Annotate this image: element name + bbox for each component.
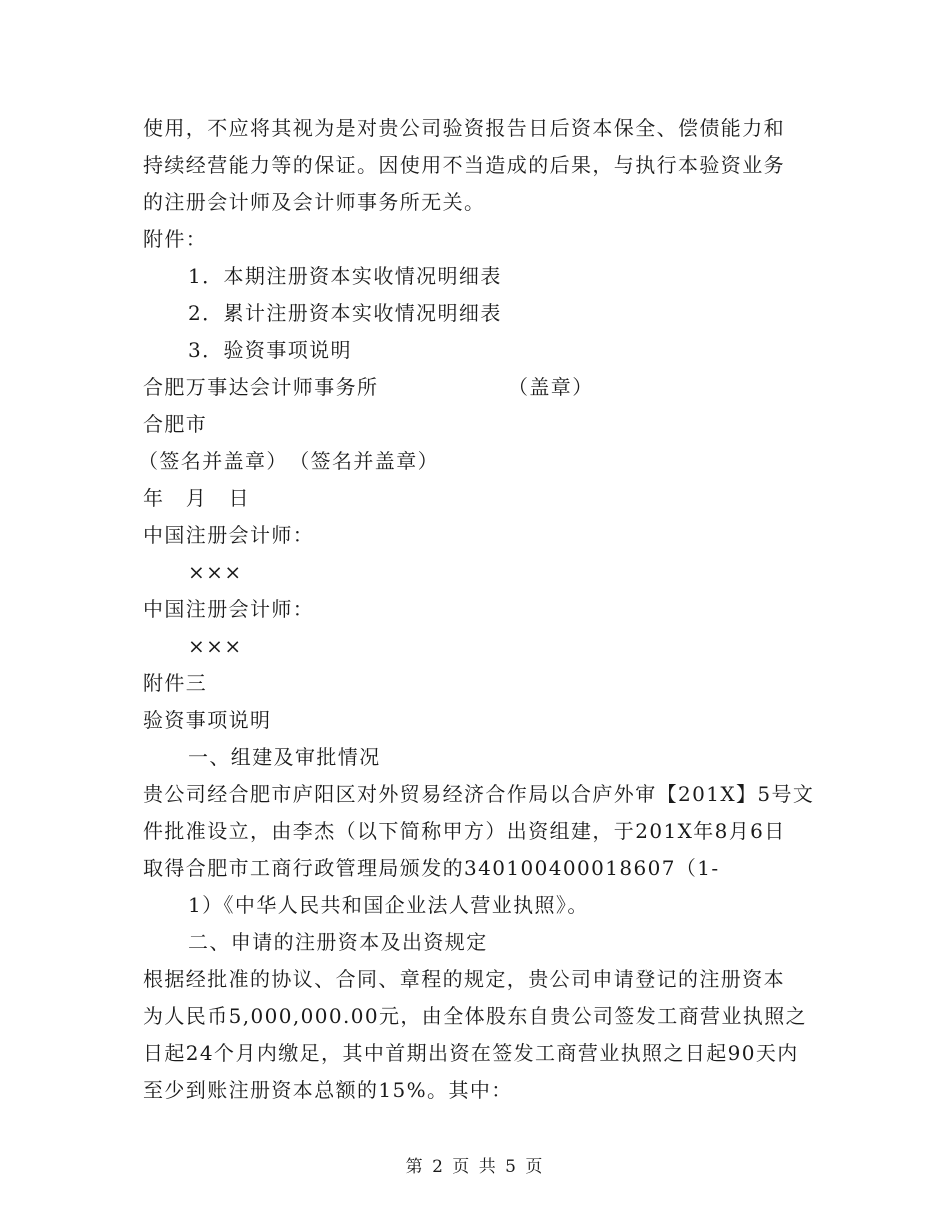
attachment-item-3: 3．验资事项说明 xyxy=(188,338,352,362)
appendix-three-title: 附件三 xyxy=(143,671,208,695)
cpa-name-1: ××× xyxy=(188,560,243,584)
cpa-name-2: ××× xyxy=(188,634,243,658)
date-line: 年 月 日 xyxy=(143,486,250,510)
attachment-item-1: 1．本期注册资本实收情况明细表 xyxy=(188,264,502,288)
page-footer: 第 2 页 共 5 页 xyxy=(405,1157,545,1177)
text-line-26: 为人民币5,000,000.00元，由全体股东自贵公司签发工商营业执照之 xyxy=(143,1004,807,1028)
signature-notes: （签名并盖章） （签名并盖章） xyxy=(138,449,439,473)
text-line-3: 的注册会计师及会计师事务所无关。 xyxy=(143,190,486,214)
text-line-2: 持续经营能力等的保证。因使用不当造成的后果，与执行本验资业务 xyxy=(143,153,785,177)
text-line-28: 至少到账注册资本总额的15%。其中： xyxy=(143,1078,513,1102)
attachment-item-2: 2．累计注册资本实收情况明细表 xyxy=(188,301,502,325)
text-line-25: 根据经批准的协议、合同、章程的规定，贵公司申请登记的注册资本 xyxy=(143,967,785,991)
text-line-1: 使用，不应将其视为是对贵公司验资报告日后资本保全、偿债能力和 xyxy=(143,116,785,140)
section-2-heading: 二、申请的注册资本及出资规定 xyxy=(188,930,488,954)
section-1-heading: 一、组建及审批情况 xyxy=(188,745,381,769)
verification-notes-title: 验资事项说明 xyxy=(143,708,272,732)
firm-name: 合肥万事达会计师事务所 xyxy=(143,375,379,399)
city-name: 合肥市 xyxy=(143,412,208,436)
cpa-label-1: 中国注册会计师： xyxy=(143,523,315,547)
text-line-21: 件批准设立，由李杰（以下简称甲方）出资组建，于201X年8月6日 xyxy=(143,819,786,843)
text-line-20: 贵公司经合肥市庐阳区对外贸易经济合作局以合庐外审【201X】5号文 xyxy=(143,782,815,806)
seal-note: （盖章） xyxy=(508,375,594,399)
cpa-label-2: 中国注册会计师： xyxy=(143,597,315,621)
attachments-heading: 附件： xyxy=(143,227,208,251)
text-line-22: 取得合肥市工商行政管理局颁发的340100400018607（1- xyxy=(143,856,720,880)
text-line-27: 日起24个月内缴足，其中首期出资在签发工商营业执照之日起90天内 xyxy=(143,1041,799,1065)
text-line-23: 1）《中华人民共和国企业法人营业执照》。 xyxy=(188,893,589,917)
